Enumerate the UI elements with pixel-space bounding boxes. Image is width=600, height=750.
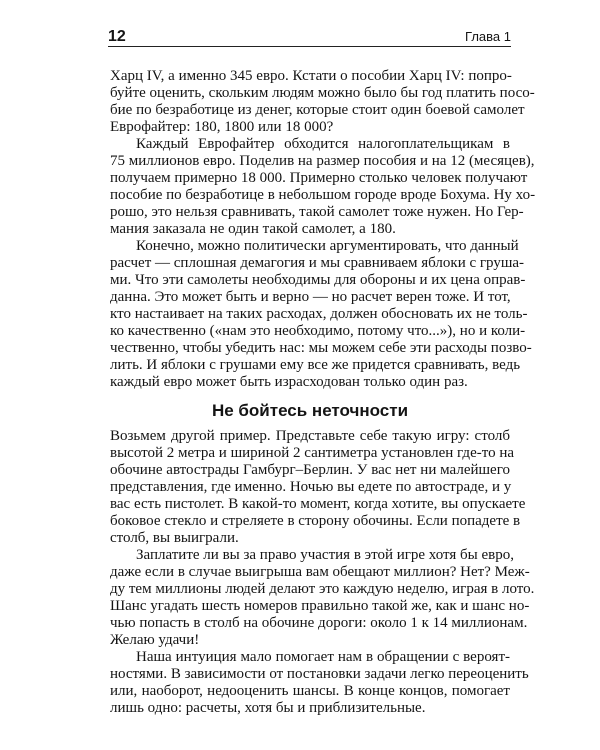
text-line: чественно, чтобы убедить нас: мы можем себе эти расходы позво- [110,340,532,356]
text-line: представления, где именно. Ночью вы едете по автостраде, и у [110,479,512,495]
paragraph [110,649,529,717]
text-line: Заплатите ли вы за право участия в этой игре хотя бы евро, [136,547,514,563]
text-line: Еврофайтер: 180, 1800 или 18 000? [110,119,334,135]
text-line: Харц IV, а именно 345 евро. Кстати о пособии Харц IV: попро- [110,68,512,84]
text-line: Шанс угадать шесть номеров правильно такой же, как и шанс но- [110,598,530,614]
body-text-section-1 [110,68,536,391]
body-text-section-2 [110,428,535,717]
paragraph [110,136,536,238]
paragraph [110,68,535,136]
text-line: мания заказала не один такой самолет, а 180. [110,221,396,237]
text-line: Наша интуиция мало помогает нам в обращении с вероят- [136,649,510,665]
text-line: боковое стекло и стреляете в сторону обочины. Если попадете в [110,513,521,529]
text-line: столб, вы выиграли. [110,530,239,546]
text-line: данна. Это может быть и верно — но расчет верен тоже. И тот, [110,289,511,305]
page-number: 12 [108,28,126,45]
text-line: ми. Что эти самолеты необходимы для обороны и их цена оправ- [110,272,526,288]
text-line: ко качественно («нам это необходимо, потому что...»), но и коли- [110,323,526,339]
text-line: ду тем миллионы людей делают это каждую неделю, играя в лото. [110,581,535,597]
text-line: Возьмем другой пример. Представьте себе такую игру: столб [110,428,510,444]
text-line: даже если в случае выигрыша вам обещают миллион? Нет? Меж- [110,564,530,580]
text-line: Конечно, можно политически аргументировать, что данный [136,238,519,254]
text-line: получаем примерно 18 000. Примерно столько человек получают [110,170,528,186]
text-line: расчет — сплошная демагогия и мы сравниваем яблоки с груша- [110,255,525,271]
text-line: высотой 2 метра и шириной 2 сантиметра установлен где-то на [110,445,515,461]
text-line: бие по безработице из денег, которые стоит один боевой самолет [110,102,525,118]
paragraph [110,238,532,391]
text-line: или, наоборот, недооценить шансы. В конце концов, помогает [110,683,510,699]
text-line: кто настаивает на таких расходах, должен обосновать их не толь- [110,306,528,322]
text-line: ностями. В зависимости от постановки задачи легко переоценить [110,666,529,682]
text-line: лить. И яблоки с грушами ему все же придется сравнивать, ведь [110,357,521,373]
text-line: чью попасть в столб на обочине дороги: около 1 к 14 миллионам. [110,615,528,631]
text-line: рошо, это нельзя сравнивать, такой самолет тоже нужен. Но Гер- [110,204,524,220]
section-heading: Не бойтесь неточности [211,401,409,420]
text-line: каждый евро может быть израсходован только один раз. [110,374,468,390]
text-line: буйте оценить, скольким людям можно было бы год платить посо- [110,85,535,101]
text-line: Каждый Еврофайтер обходится налогоплательщикам в [136,136,510,152]
running-header [108,28,511,47]
paragraph [110,428,526,547]
text-line: вас есть пистолет. В какой-то момент, когда хотите, вы опускаете [110,496,526,512]
text-line: пособие по безработице в небольшом городе вроде Бохума. Ну хо- [110,187,536,203]
text-line: 75 миллионов евро. Поделив на размер пособия и на 12 (месяцев), [110,153,535,169]
chapter-title: Глава 1 [465,29,511,44]
paragraph [110,547,535,649]
text-line: лишь одно: расчеты, хотя бы и приблизительные. [110,700,426,716]
text-line: Желаю удачи! [110,632,200,648]
text-line: обочине автострады Гамбург–Берлин. У вас нет ни малейшего [110,462,510,478]
